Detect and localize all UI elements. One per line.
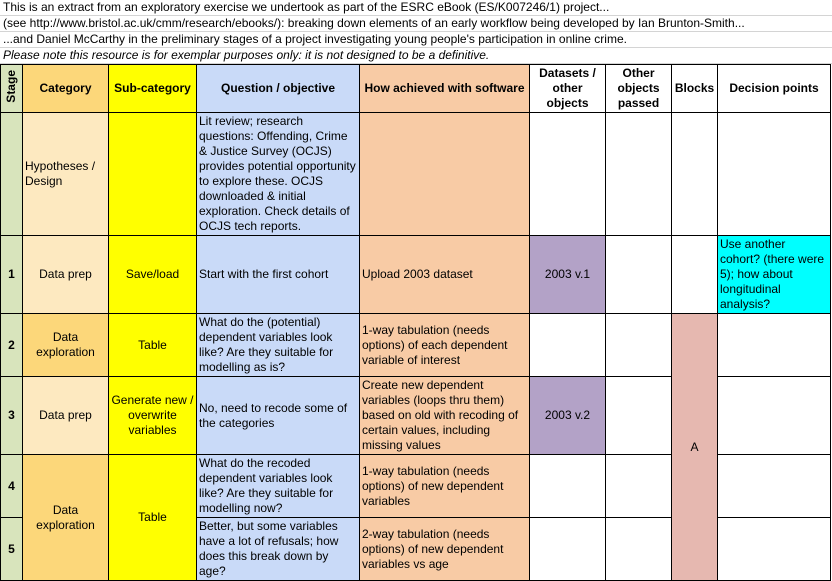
header-other-objects: Other objects passed xyxy=(606,65,672,113)
stage-cell: 5 xyxy=(1,518,23,581)
dataset-cell xyxy=(530,518,606,581)
header-blocks: Blocks xyxy=(672,65,718,113)
note-line-4: Please note this resource is for exemplar purposes only: it is not designed to be a definitive. xyxy=(0,48,832,64)
header-subcategory: Sub-category xyxy=(109,65,197,113)
other-objects-cell xyxy=(606,236,672,314)
subcategory-cell: Save/load xyxy=(109,236,197,314)
category-cell: Data exploration xyxy=(23,314,109,377)
dataset-cell: 2003 v.2 xyxy=(530,377,606,455)
header-question: Question / objective xyxy=(197,65,360,113)
stage-cell: 2 xyxy=(1,314,23,377)
blocks-cell xyxy=(672,113,718,236)
note-line-1: This is an extract from an exploratory exercise we undertook as part of the ESRC eBook (ES/K007246/1) project... xyxy=(0,0,832,16)
table-row xyxy=(1,314,831,377)
stage-cell xyxy=(1,113,23,236)
header-category: Category xyxy=(23,65,109,113)
stage-cell: 1 xyxy=(1,236,23,314)
other-objects-cell xyxy=(606,113,672,236)
dataset-cell xyxy=(530,314,606,377)
blocks-cell: A xyxy=(672,314,718,581)
subcategory-cell: Generate new / overwrite variables xyxy=(109,377,197,455)
question-cell: What do the (potential) dependent variables look like? Are they suitable for modelling as is? xyxy=(197,314,360,377)
question-cell: Better, but some variables have a lot of refusals; how does this break down by age? xyxy=(197,518,360,581)
how-cell: 1-way tabulation (needs options) of each dependent variable of interest xyxy=(360,314,530,377)
header-datasets: Datasets / other objects xyxy=(530,65,606,113)
subcategory-cell: Table xyxy=(109,314,197,377)
header-row xyxy=(1,65,831,113)
note-line-3: ...and Daniel McCarthy in the preliminary stages of a project investigating young people's participation in online crime. xyxy=(0,32,832,48)
how-cell: Create new dependent variables (loops thru them) based on old with recoding of certain values, including missing values xyxy=(360,377,530,455)
subcategory-cell: Table xyxy=(109,455,197,581)
how-cell: Upload 2003 dataset xyxy=(360,236,530,314)
stage-cell: 4 xyxy=(1,455,23,518)
how-cell: 2-way tabulation (needs options) of new dependent variables vs age xyxy=(360,518,530,581)
category-cell: Data prep xyxy=(23,377,109,455)
other-objects-cell xyxy=(606,455,672,518)
dataset-cell xyxy=(530,455,606,518)
other-objects-cell xyxy=(606,314,672,377)
other-objects-cell xyxy=(606,377,672,455)
decision-cell xyxy=(718,113,831,236)
header-how: How achieved with software xyxy=(360,65,530,113)
decision-cell: Use another cohort? (there were 5); how about longitudinal analysis? xyxy=(718,236,831,314)
note-line-2: (see http://www.bristol.ac.uk/cmm/research/ebooks/): breaking down elements of an early workflow being developed by Ian Brunton-Smith... xyxy=(0,16,832,32)
dataset-cell xyxy=(530,113,606,236)
question-cell: Start with the first cohort xyxy=(197,236,360,314)
blocks-cell xyxy=(672,236,718,314)
decision-cell xyxy=(718,377,831,455)
how-cell: 1-way tabulation (needs options) of new dependent variables xyxy=(360,455,530,518)
decision-cell xyxy=(718,455,831,518)
header-stage: Stage xyxy=(1,65,23,113)
workflow-table xyxy=(0,64,831,581)
header-decision: Decision points xyxy=(718,65,831,113)
decision-cell xyxy=(718,518,831,581)
question-cell: Lit review; research questions: Offending, Crime & Justice Survey (OCJS) provides potential opportunity to explore these. OCJS downloaded & initial exploration. Check details of OCJS tech reports. xyxy=(197,113,360,236)
question-cell: No, need to recode some of the categories xyxy=(197,377,360,455)
category-cell: Hypotheses / Design xyxy=(23,113,109,236)
category-cell: Data prep xyxy=(23,236,109,314)
how-cell xyxy=(360,113,530,236)
table-row xyxy=(1,113,831,236)
dataset-cell: 2003 v.1 xyxy=(530,236,606,314)
subcategory-cell xyxy=(109,113,197,236)
question-cell: What do the recoded dependent variables look like? Are they suitable for modelling now? xyxy=(197,455,360,518)
table-row xyxy=(1,236,831,314)
stage-cell: 3 xyxy=(1,377,23,455)
decision-cell xyxy=(718,314,831,377)
other-objects-cell xyxy=(606,518,672,581)
category-cell: Data exploration xyxy=(23,455,109,581)
